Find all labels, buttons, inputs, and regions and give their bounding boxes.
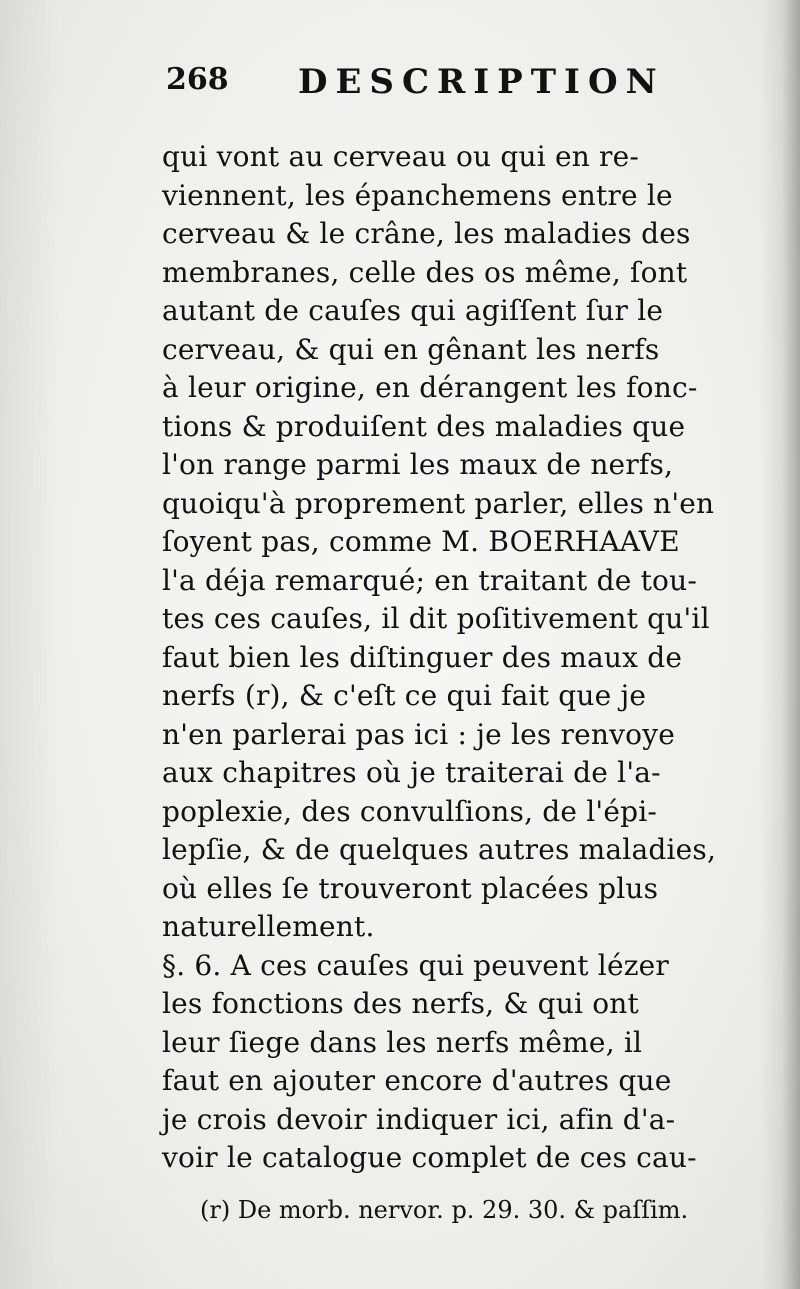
text-line: viennent, les épanchemens entre le bbox=[162, 178, 673, 212]
text-line: aux chapitres où je traiterai de l'a- bbox=[162, 756, 661, 789]
running-title: DESCRIPTION bbox=[298, 62, 665, 102]
text-line: l'on range parmi les maux de nerfs, bbox=[162, 448, 674, 481]
text-line: cerveau, & qui en gênant les nerfs bbox=[162, 332, 660, 366]
text-line: membranes, celle des os même, ſont bbox=[162, 255, 688, 289]
text-line: nerfs (r), & c'eſt ce qui fait que je bbox=[162, 679, 647, 712]
text-line: tes ces cauſes, il dit poſitivement qu'il bbox=[162, 602, 710, 635]
text-line: je crois devoir indiquer ici, afin d'a- bbox=[162, 1102, 676, 1136]
text-line: n'en parlerai pas ici : je les renvoye bbox=[162, 717, 676, 751]
text-line: quoiqu'à proprement parler, elles n'en bbox=[162, 486, 715, 520]
text-line: §. 6. A ces cauſes qui peuvent lézer bbox=[162, 948, 670, 982]
page-header bbox=[166, 62, 686, 112]
text-line: l'a déja remarqué; en traitant de tou- bbox=[162, 563, 697, 597]
body-text bbox=[162, 138, 782, 1178]
text-line: à leur origine, en dérangent les fonc- bbox=[162, 371, 698, 404]
text-line: faut bien les diſtinguer des maux de bbox=[162, 640, 683, 674]
text-line: qui vont au cerveau ou qui en re- bbox=[162, 140, 640, 173]
text-line: naturellement. bbox=[162, 910, 375, 943]
text-line: où elles ſe trouveront placées plus bbox=[162, 871, 659, 905]
footnote: (r) De morb. nervor. p. 29. 30. & paſſim. bbox=[200, 1196, 689, 1224]
text-line: ſoyent pas, comme M. BOERHAAVE bbox=[162, 525, 680, 558]
text-line: tions & produiſent des maladies que bbox=[162, 409, 686, 443]
text-line: lepſie, & de quelques autres maladies, bbox=[162, 833, 717, 866]
page-number: 268 bbox=[166, 62, 229, 97]
text-line: autant de cauſes qui agiſſent ſur le bbox=[162, 294, 664, 327]
text-line: poplexie, des convulſions, de l'épi- bbox=[162, 794, 658, 828]
page-gutter-shading bbox=[0, 0, 60, 1289]
text-line: leur ſiege dans les nerfs même, il bbox=[162, 1025, 643, 1059]
text-line: cerveau & le crâne, les maladies des bbox=[162, 217, 691, 250]
text-line: voir le catalogue complet de ces cau- bbox=[162, 1141, 697, 1174]
text-line: les fonctions des nerfs, & qui ont bbox=[162, 987, 639, 1020]
text-line: faut en ajouter encore d'autres que bbox=[162, 1064, 672, 1097]
